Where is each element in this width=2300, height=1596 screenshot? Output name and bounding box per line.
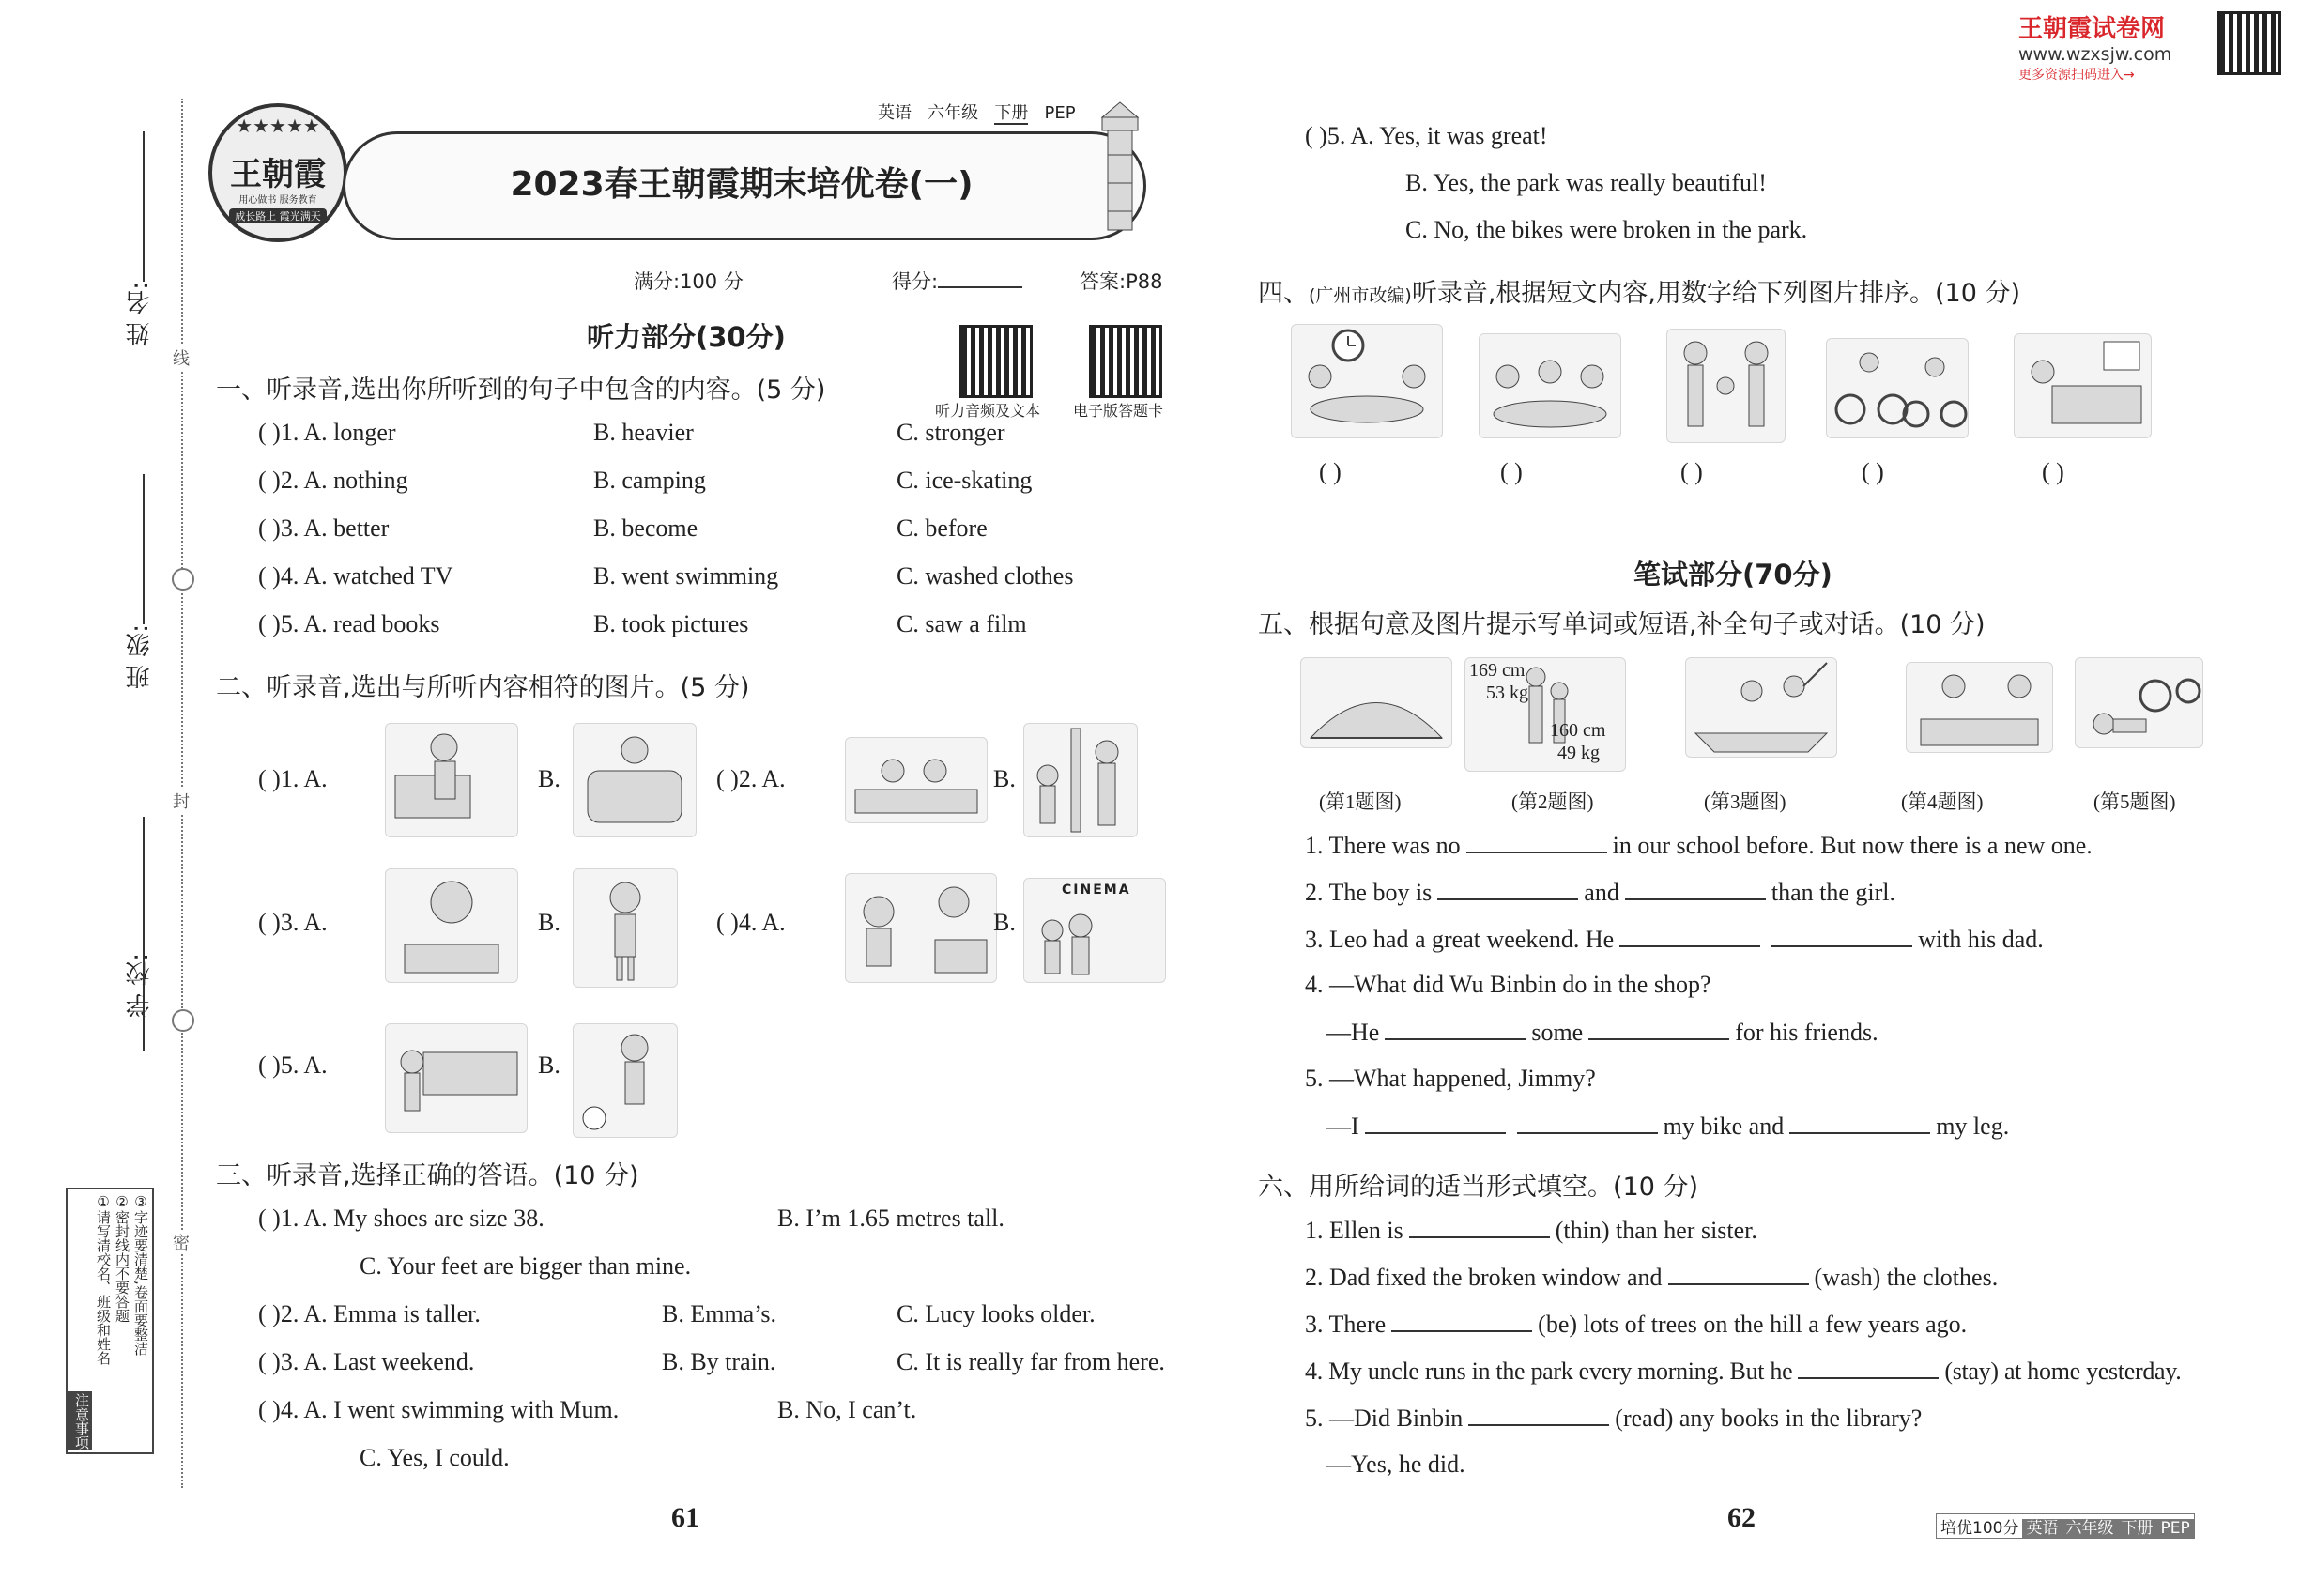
s5-q1-start: 1. There was no: [1305, 832, 1461, 859]
s2-q3: ( )3. A.: [258, 909, 328, 936]
s2-q5-a-picture[interactable]: [385, 1023, 528, 1133]
section-1-title: 一、听录音,选出你所听到的句子中包含的内容。(5 分): [216, 376, 826, 405]
s5-q3-blank-1[interactable]: [1619, 925, 1760, 947]
s5-q3: [1305, 925, 2044, 954]
s2-q3-b-picture[interactable]: [573, 868, 678, 988]
s1-q4-c: C. washed clothes: [897, 562, 1074, 590]
s5-q4-mid: some: [1531, 1019, 1584, 1046]
s4-picture-1[interactable]: [1291, 324, 1443, 438]
s2-q4-b-picture[interactable]: [1023, 878, 1166, 983]
page-number-right: 62: [1727, 1502, 1756, 1533]
score-field[interactable]: [892, 267, 1022, 295]
s2-q2-b-picture[interactable]: [1023, 723, 1138, 837]
brand-qr-hint: 更多资源扫码进入→: [2018, 68, 2135, 83]
binding-hole: [172, 568, 194, 591]
s6-q3: [1305, 1310, 1967, 1339]
s3-q4-a: ( )4. A. I went swimming with Mum.: [258, 1396, 620, 1423]
badge-edition: PEP: [2156, 1519, 2193, 1538]
s6-q4-blank[interactable]: [1798, 1357, 1939, 1379]
brand-block: [2018, 9, 2206, 84]
s2-q1-a-picture[interactable]: [385, 723, 518, 837]
s5-q4-start: —He: [1326, 1019, 1380, 1046]
lighthouse-icon: [1080, 99, 1164, 235]
s5-caption-5: (第5题图): [2093, 790, 2176, 813]
s2-q5-b-label: B.: [538, 1051, 560, 1079]
s5-q5-answer: [1326, 1112, 2009, 1141]
s5-q5-end: my leg.: [1936, 1113, 2010, 1140]
s3-q4-c: C. Yes, I could.: [360, 1444, 510, 1471]
notice-box: [66, 1188, 154, 1454]
badge-subject: 英语: [2022, 1519, 2062, 1538]
brand-name: 王朝霞试卷网: [2018, 15, 2166, 43]
s5-q4-blank-2[interactable]: [1588, 1018, 1729, 1040]
cut-mark-seal: 封: [173, 789, 190, 813]
s6-q2-end: (wash) the clothes.: [1814, 1264, 1999, 1291]
s1-q3-b: B. become: [593, 514, 698, 542]
s5-q4-blank-1[interactable]: [1385, 1018, 1526, 1040]
section-4-title: [1258, 272, 2020, 309]
s3-q5-b: B. Yes, the park was really beautiful!: [1405, 169, 1767, 196]
s2-q2: ( )2. A.: [716, 765, 786, 792]
s2-q2-b-label: B.: [993, 765, 1016, 792]
s5-q2: [1305, 878, 1895, 907]
brand-qr-code[interactable]: [2217, 11, 2281, 75]
s6-q3-start: 3. There: [1305, 1311, 1387, 1338]
s5-q4-question: 4. —What did Wu Binbin do in the shop?: [1305, 971, 1711, 998]
s5-q5-mid: my bike and: [1663, 1113, 1785, 1140]
badge-series: 培优100分: [1940, 1519, 2019, 1538]
notice-title: 注意事项: [68, 1391, 92, 1450]
s2-q4: ( )4. A.: [716, 909, 786, 936]
s5-q1-blank[interactable]: [1466, 831, 1607, 853]
section-2-title: 二、听录音,选出与所听内容相符的图片。(5 分): [216, 673, 750, 702]
badge-volume: 下册: [2117, 1519, 2156, 1538]
notice-item: ③字迹要清楚,卷面要整洁: [132, 1193, 149, 1356]
s6-q5-reply: —Yes, he did.: [1326, 1450, 1465, 1478]
s5-picture-5: [2075, 657, 2203, 748]
s5-q1: [1305, 831, 2093, 860]
s6-q5-end: (read) any books in the library?: [1615, 1404, 1923, 1432]
s1-q1-b: B. heavier: [593, 419, 694, 446]
score-label: 得分:: [892, 270, 939, 293]
s5-q5-blank-1[interactable]: [1365, 1112, 1506, 1134]
s5-q5-blank-2[interactable]: [1517, 1112, 1658, 1134]
cut-mark-line: 线: [173, 345, 190, 370]
s3-q1-c: C. Your feet are bigger than mine.: [360, 1252, 692, 1280]
tag-grade: 六年级: [928, 103, 979, 123]
s1-q4: ( )4. A. watched TV: [258, 562, 453, 590]
s5-caption-1: (第1题图): [1319, 790, 1402, 813]
s3-q1-a: ( )1. A. My shoes are size 38.: [258, 1205, 544, 1232]
s5-q4-answer: [1326, 1018, 1878, 1047]
s6-q4-end: (stay) at home yesterday.: [1944, 1358, 2182, 1385]
s5-picture-2: [1464, 657, 1626, 772]
s5-caption-2: (第2题图): [1511, 790, 1594, 813]
s3-q2-b: B. Emma’s.: [662, 1300, 777, 1327]
school-label: 学 校:: [126, 953, 154, 1019]
s5-picture-3: [1685, 657, 1837, 758]
logo: ★★★★★ 王朝霞 用心做书 服务教育 成长路上 霞光满天: [208, 103, 347, 242]
tag-volume: 下册: [994, 103, 1029, 123]
s5-q2-start: 2. The boy is: [1305, 879, 1433, 906]
s5-q3-start: 3. Leo had a great weekend. He: [1305, 926, 1615, 953]
s1-q3-c: C. before: [897, 514, 988, 542]
cut-mark-secret: 密: [173, 1230, 190, 1254]
s3-q3-a: ( )3. A. Last weekend.: [258, 1348, 475, 1375]
s6-q3-blank[interactable]: [1391, 1310, 1532, 1332]
s2-q1: ( )1. A.: [258, 765, 328, 792]
s5-q2-blank-2[interactable]: [1625, 878, 1766, 900]
s4-bracket-5[interactable]: ( ): [2042, 458, 2064, 485]
s4-bracket-4[interactable]: ( ): [1862, 458, 1884, 485]
s5-picture-1: [1300, 657, 1452, 748]
class-field[interactable]: [143, 474, 145, 624]
answer-card-qr-code[interactable]: [1089, 325, 1162, 398]
s6-q4: [1305, 1357, 2182, 1386]
boy-height: 169 cm: [1469, 660, 1526, 681]
s4-picture-4[interactable]: [1826, 338, 1969, 438]
answer-ref: 答案:P88: [1080, 270, 1163, 293]
s6-q4-start: 4. My uncle runs in the park every morning. But he: [1305, 1358, 1793, 1385]
s5-q4-end: for his friends.: [1735, 1019, 1878, 1046]
section-4-note: (广州市改编): [1309, 285, 1412, 306]
girl-height: 160 cm: [1550, 720, 1606, 741]
boy-weight: 53 kg: [1486, 683, 1528, 703]
s3-q5-c: C. No, the bikes were broken in the park.: [1405, 216, 1808, 243]
s2-q1-b-label: B.: [538, 765, 560, 792]
s6-q1-start: 1. Ellen is: [1305, 1217, 1403, 1244]
s6-q1-end: (thin) than her sister.: [1555, 1217, 1757, 1244]
s3-q2-a: ( )2. A. Emma is taller.: [258, 1300, 481, 1327]
page-title: 2023春王朝霞期末培优卷(一): [510, 165, 974, 204]
footer-badge: [1936, 1513, 2195, 1539]
s3-q1-b: B. I’m 1.65 metres tall.: [777, 1205, 1004, 1232]
s3-q2-c: C. Lucy looks older.: [897, 1300, 1096, 1327]
s2-q3-b-label: B.: [538, 909, 560, 936]
logo-small: 用心做书 服务教育: [238, 195, 317, 206]
s5-q5-start: —I: [1326, 1113, 1359, 1140]
brand-url: www.wzxsjw.com: [2018, 44, 2172, 65]
section-4-text: 听录音,根据短文内容,用数字给下列图片排序。(10 分): [1411, 279, 2020, 308]
s1-q4-b: B. went swimming: [593, 562, 779, 590]
s4-picture-2[interactable]: [1479, 333, 1621, 438]
s5-caption-3: (第3题图): [1704, 790, 1786, 813]
s5-q1-end: in our school before. But now there is a new one.: [1612, 832, 2093, 859]
audio-qr-code[interactable]: [959, 325, 1033, 398]
full-score: 满分:100 分: [634, 270, 744, 293]
s2-q5: ( )5. A.: [258, 1051, 328, 1079]
s5-q3-blank-2[interactable]: [1771, 925, 1912, 947]
answer-card-qr-label: 电子版答题卡: [1073, 404, 1164, 420]
s5-picture-4: [1906, 662, 2053, 753]
binding-hole: [172, 1009, 194, 1032]
s4-bracket-3[interactable]: ( ): [1680, 458, 1703, 485]
listening-title: 听力部分(30分): [587, 321, 786, 353]
s6-q1-blank[interactable]: [1409, 1216, 1550, 1238]
notice-item: ②密封线内不要答题: [114, 1193, 130, 1323]
name-field[interactable]: [143, 131, 145, 282]
s3-q3-c: C. It is really far from here.: [897, 1348, 1165, 1375]
s1-q1: ( )1. A. longer: [258, 419, 396, 446]
s2-q4-b-label: B.: [993, 909, 1016, 936]
s6-q5-start: 5. —Did Binbin: [1305, 1404, 1464, 1432]
class-label: 班 级:: [126, 624, 154, 690]
s2-q4-a-picture[interactable]: [845, 873, 997, 983]
section-4-prefix: 四、: [1258, 279, 1309, 308]
audio-qr-label: 听力音频及文本: [935, 404, 1041, 420]
s3-q5-a: ( )5. A. Yes, it was great!: [1305, 122, 1548, 149]
s6-q2-start: 2. Dad fixed the broken window and: [1305, 1264, 1663, 1291]
s1-q5: ( )5. A. read books: [258, 610, 440, 637]
s1-q1-c: C. stronger: [897, 419, 1005, 446]
s2-q3-a-picture[interactable]: [385, 868, 518, 983]
s2-q1-b-picture[interactable]: [573, 723, 697, 837]
school-field[interactable]: [143, 817, 145, 1051]
s4-bracket-1[interactable]: ( ): [1319, 458, 1342, 485]
s5-q3-end: with his dad.: [1918, 926, 2044, 953]
s6-q5-blank[interactable]: [1468, 1404, 1609, 1426]
tag-edition: PEP: [1044, 103, 1076, 123]
girl-weight: 49 kg: [1557, 743, 1600, 763]
s2-q2-a-picture[interactable]: [845, 737, 988, 823]
cinema-sign: CINEMA: [1062, 882, 1131, 898]
s5-caption-4: (第4题图): [1901, 790, 1984, 813]
header-tags: [878, 100, 1076, 124]
s6-q2: [1305, 1263, 1998, 1292]
s1-q2-b: B. camping: [593, 467, 706, 494]
s2-q5-b-picture[interactable]: [573, 1023, 678, 1138]
s5-q5-question: 5. —What happened, Jimmy?: [1305, 1065, 1596, 1092]
s4-bracket-2[interactable]: ( ): [1500, 458, 1523, 485]
section-3-title: 三、听录音,选择正确的答语。(10 分): [216, 1161, 639, 1190]
s3-q3-b: B. By train.: [662, 1348, 776, 1375]
s4-picture-3[interactable]: [1666, 329, 1786, 443]
s6-q3-end: (be) lots of trees on the hill a few years ago.: [1538, 1311, 1968, 1338]
badge-grade: 六年级: [2062, 1519, 2117, 1538]
page-number-left: 61: [671, 1502, 699, 1533]
s1-q5-b: B. took pictures: [593, 610, 749, 637]
section-5-title: 五、根据句意及图片提示写单词或短语,补全句子或对话。(10 分): [1258, 610, 1986, 639]
writing-title: 笔试部分(70分): [1633, 559, 1832, 591]
s5-q2-end: than the girl.: [1771, 879, 1895, 906]
tag-subject: 英语: [878, 103, 912, 123]
s6-q1: [1305, 1216, 1757, 1245]
s1-q5-c: C. saw a film: [897, 610, 1027, 637]
notice-item: ①请写清校名、班级和姓名: [95, 1193, 112, 1365]
s4-picture-5[interactable]: [2014, 333, 2152, 438]
s5-q2-blank-1[interactable]: [1437, 878, 1578, 900]
s1-q3: ( )3. A. better: [258, 514, 390, 542]
logo-text: 王朝霞: [230, 156, 326, 193]
logo-slogan: 成长路上 霞光满天: [229, 208, 327, 223]
s5-q5-blank-3[interactable]: [1789, 1112, 1930, 1134]
name-label: 姓 名:: [126, 282, 154, 347]
s6-q2-blank[interactable]: [1668, 1263, 1809, 1285]
section-6-title: 六、用所给词的适当形式填空。(10 分): [1258, 1173, 1699, 1202]
s3-q4-b: B. No, I can’t.: [777, 1396, 917, 1423]
s1-q2-c: C. ice-skating: [897, 467, 1033, 494]
s1-q2: ( )2. A. nothing: [258, 467, 408, 494]
s5-q2-mid: and: [1584, 879, 1619, 906]
s6-q5: [1305, 1404, 1922, 1433]
